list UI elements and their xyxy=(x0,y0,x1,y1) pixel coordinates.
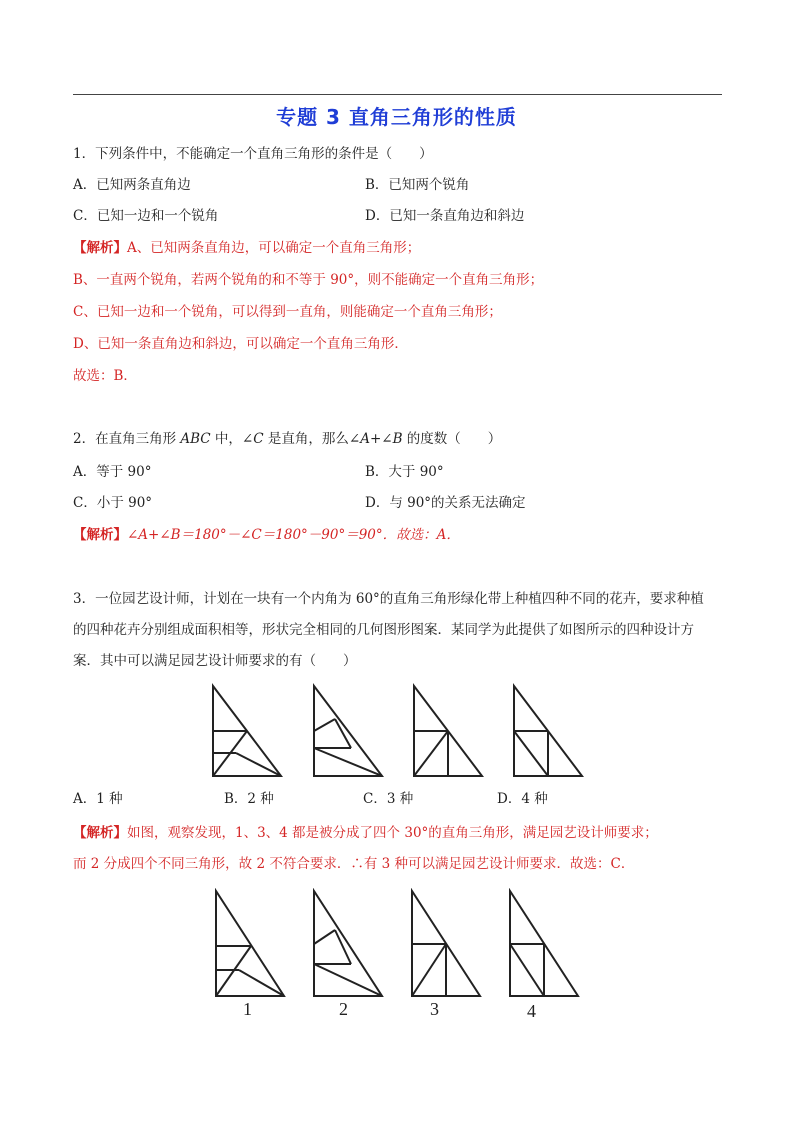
q3-option-d: D．4 种 xyxy=(497,791,548,807)
header-rule xyxy=(73,94,722,95)
answer-figure-3 xyxy=(409,888,484,1000)
q1-analysis-tag: 【解析】 xyxy=(73,240,127,256)
q3-option-b: B．2 种 xyxy=(224,791,274,807)
q3-option-c: C．3 种 xyxy=(363,791,414,807)
figure-label-1: 1 xyxy=(243,999,252,1019)
answer-figure-2 xyxy=(311,888,386,1000)
q1-option-b: B．已知两个锐角 xyxy=(365,177,470,193)
q3-stem-line-2: 的四种花卉分别组成面积相等，形状完全相同的几何图形图案．某同学为此提供了如图所示的四种设计方 xyxy=(73,622,694,638)
q3-design-3 xyxy=(411,683,486,779)
answer-figure-4 xyxy=(507,888,582,1000)
q1-answer: 故选：B． xyxy=(73,368,137,384)
q3-option-a: A．1 种 xyxy=(73,791,123,807)
q3-design-1 xyxy=(210,683,285,779)
answer-figure-1 xyxy=(213,888,288,1000)
q3-stem-line-1: 3．一位园艺设计师，计划在一块有一个内角为 60°的直角三角形绿化带上种植四种不同的花卉，要求种植 xyxy=(73,591,704,607)
q3-analysis-line-2: 而 2 分成四个不同三角形，故 2 不符合要求．∴有 3 种可以满足园艺设计师要求．故选：C． xyxy=(73,856,635,872)
q3-analysis-line-1: 【解析】如图，观察发现，1、3、4 都是被分成了四个 30°的直角三角形，满足园艺设计师要求； xyxy=(73,825,658,841)
q2-analysis-tag: 【解析】 xyxy=(73,527,127,543)
q1-option-c: C．已知一边和一个锐角 xyxy=(73,208,219,224)
q1-analysis-line-4: D、已知一条直角边和斜边，可以确定一个直角三角形． xyxy=(73,336,408,352)
q1-option-a: A．已知两条直角边 xyxy=(73,177,191,193)
q1-analysis-line-3: C、已知一边和一个锐角，可以得到一直角，则能确定一个直角三角形； xyxy=(73,304,502,320)
q1-analysis-line-1: 【解析】A、已知两条直角边，可以确定一个直角三角形； xyxy=(73,240,421,256)
q2-option-a: A．等于 90° xyxy=(73,464,152,480)
q3-analysis-tag: 【解析】 xyxy=(73,825,127,841)
figure-label-4: 4 xyxy=(527,1001,536,1021)
page-title: 专题 3 直角三角形的性质 xyxy=(276,105,517,129)
q3-stem-line-3: 案．其中可以满足园艺设计师要求的有（ ） xyxy=(73,653,357,669)
q3-design-2 xyxy=(311,683,386,779)
q2-stem: 2．在直角三角形 ABC 中，∠C 是直角，那么∠A+∠B 的度数（ ） xyxy=(73,431,502,447)
q2-analysis: 【解析】∠A+∠B＝180°－∠C＝180°－90°＝90°．故选：A． xyxy=(73,527,460,543)
q1-option-d: D．已知一条直角边和斜边 xyxy=(365,208,525,224)
q1-analysis-line-2: B、一直两个锐角，若两个锐角的和不等于 90°，则不能确定一个直角三角形； xyxy=(73,272,544,288)
q2-option-c: C．小于 90° xyxy=(73,495,153,511)
q1-stem: 1．下列条件中，不能确定一个直角三角形的条件是（ ） xyxy=(73,146,433,162)
q2-option-b: B．大于 90° xyxy=(365,464,444,480)
q2-option-d: D．与 90°的关系无法确定 xyxy=(365,495,526,511)
figure-label-2: 2 xyxy=(339,999,348,1019)
q3-design-4 xyxy=(511,683,586,779)
figure-label-3: 3 xyxy=(430,999,439,1019)
